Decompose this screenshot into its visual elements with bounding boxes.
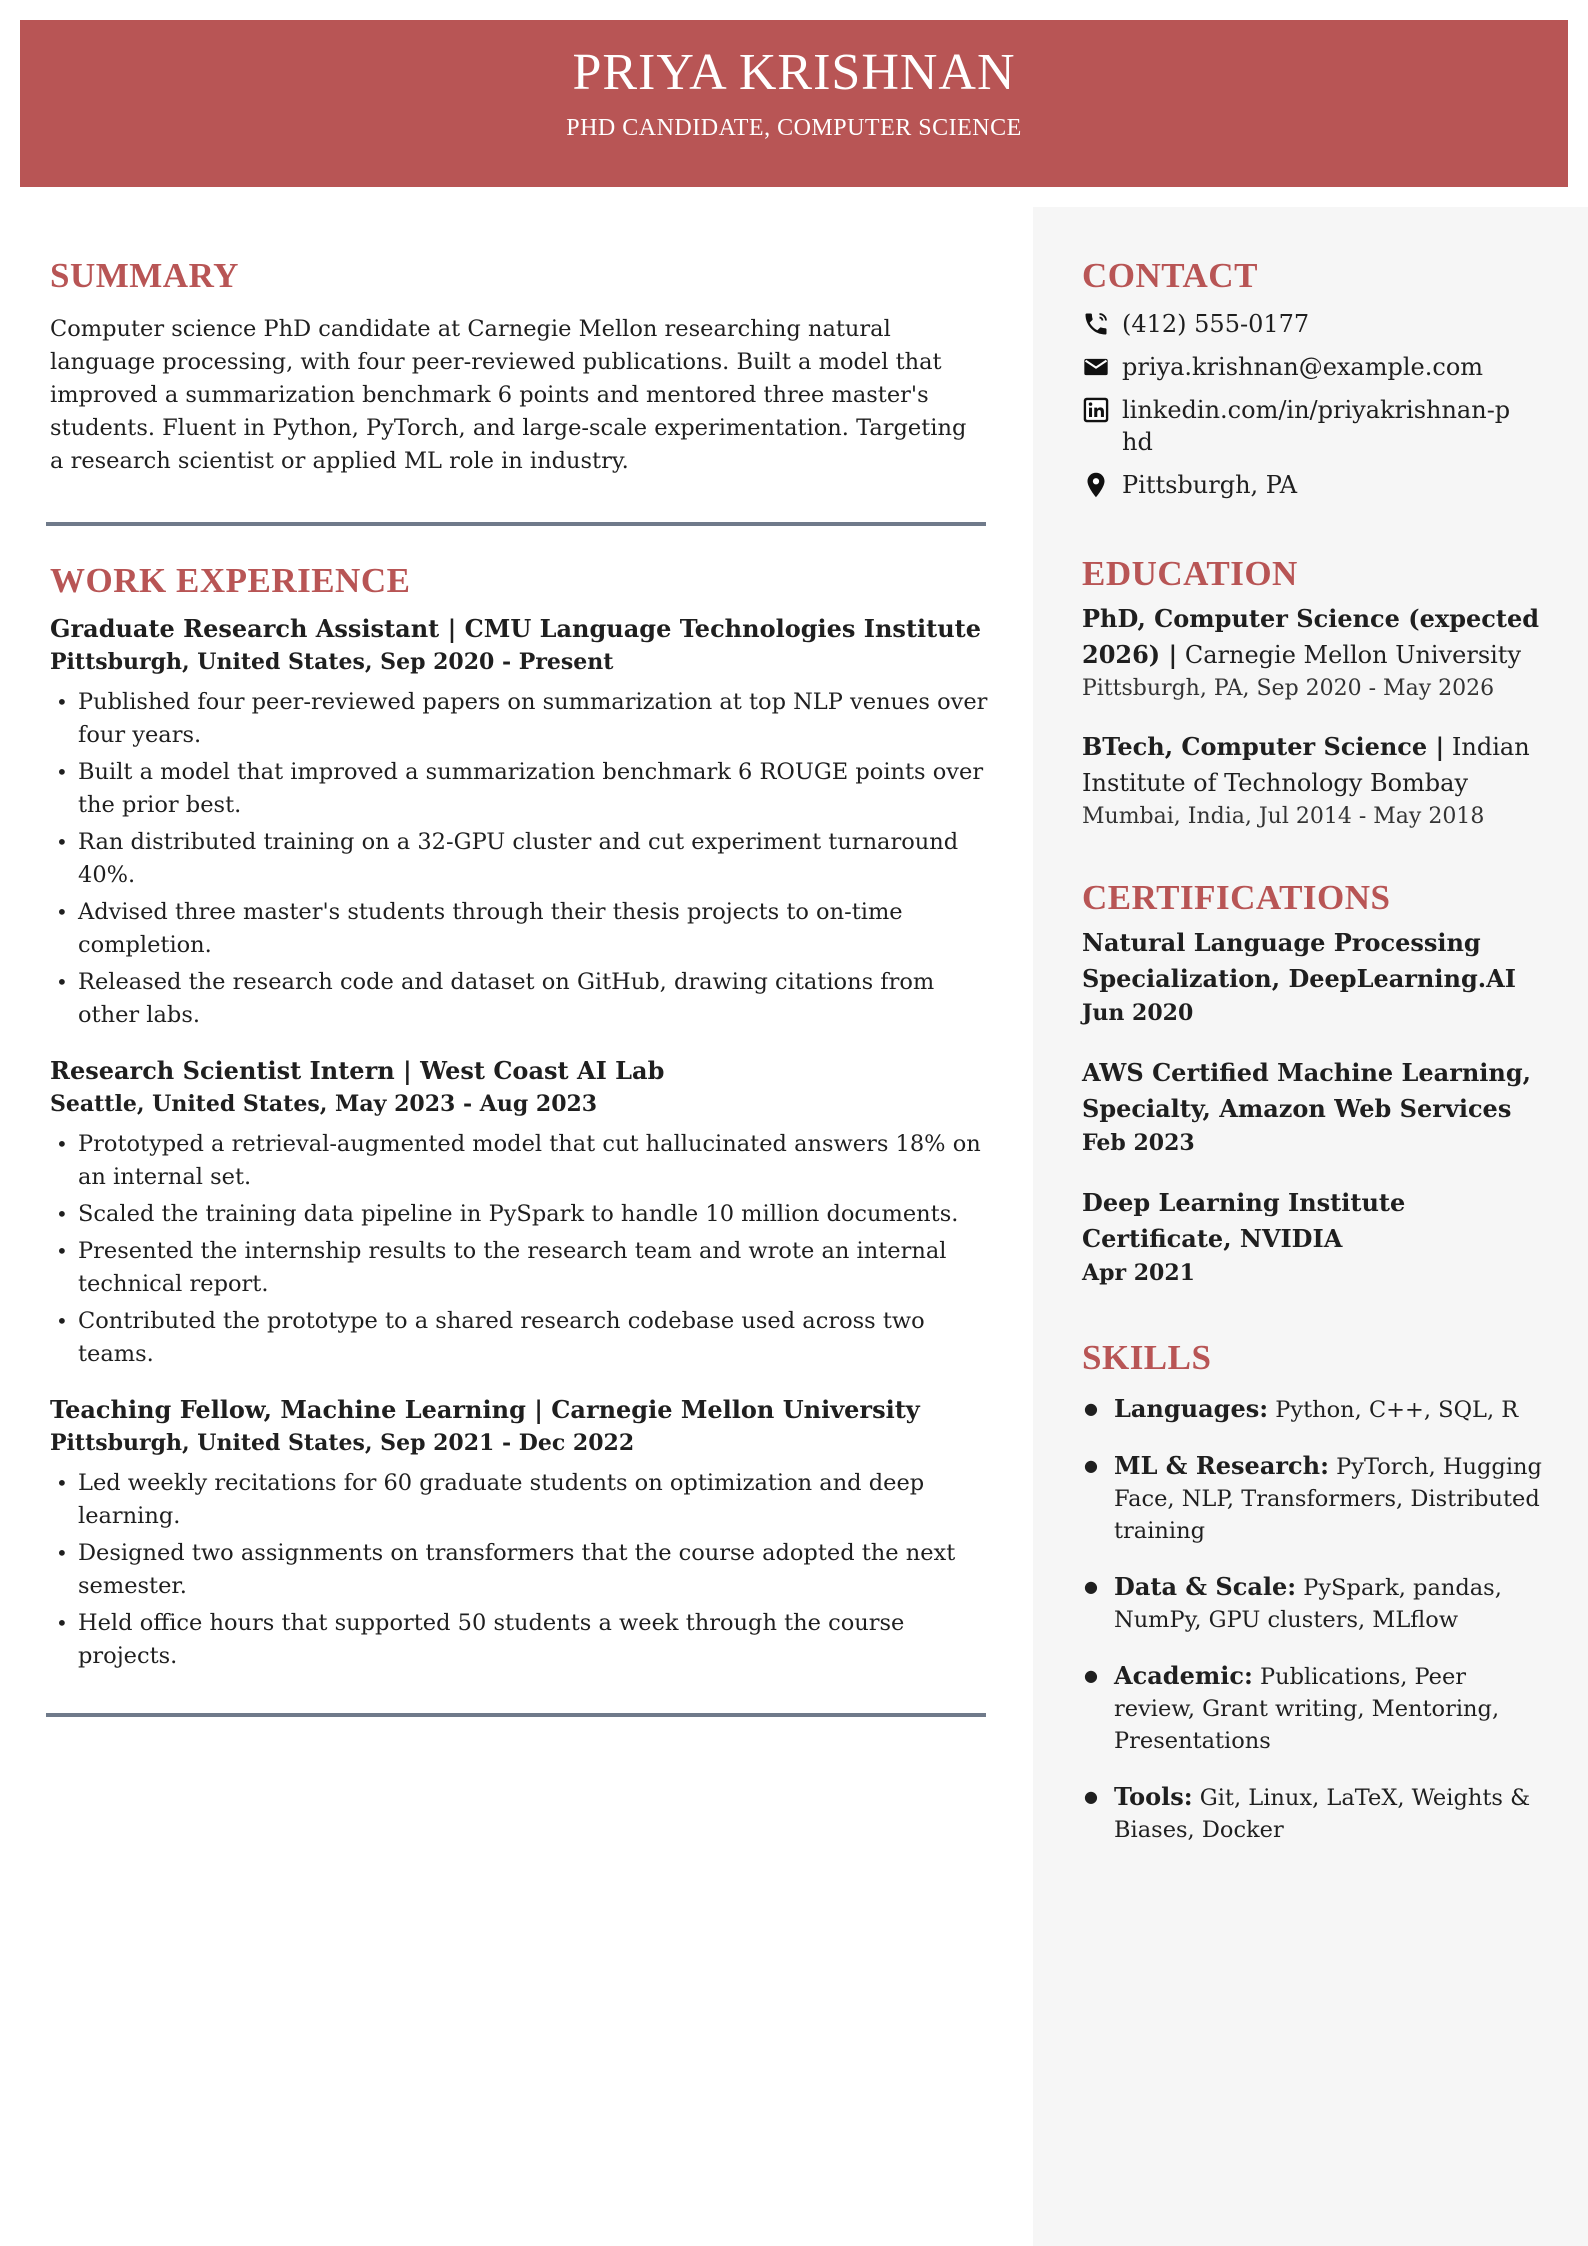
skill-item bbox=[1082, 1660, 1552, 1757]
job-bullet: • Advised three master's students through their thesis projects to on-time completion. bbox=[50, 896, 990, 962]
job-bullet: • Published four peer-reviewed papers on summarization at top NLP venues over four years. bbox=[50, 686, 990, 752]
education-entry bbox=[1082, 729, 1552, 833]
skills-section bbox=[1082, 1337, 1552, 1846]
skill-value: Git, Linux, LaTeX, Weights & Biases, Docker bbox=[1114, 1785, 1531, 1843]
certification-entry bbox=[1082, 925, 1552, 1029]
location-text: Pittsburgh, PA bbox=[1122, 471, 1298, 499]
contact-section bbox=[1082, 255, 1552, 501]
skill-value: Python, C++, SQL, R bbox=[1268, 1397, 1519, 1423]
job-bullet: • Released the research code and dataset on GitHub, drawing citations from other labs. bbox=[50, 966, 990, 1032]
certification-date: Feb 2023 bbox=[1082, 1130, 1195, 1156]
job-bullet: • Led weekly recitations for 60 graduate students on optimization and deep learning. bbox=[50, 1467, 990, 1533]
job-bullet: • Designed two assignments on transformers that the course adopted the next semester. bbox=[50, 1537, 990, 1603]
skill-value: PyTorch, Hugging Face, NLP, Transformers, Distributed training bbox=[1114, 1454, 1542, 1544]
email-text: priya.krishnan@example.com bbox=[1122, 353, 1484, 381]
job-bullet: • Presented the internship results to the research team and wrote an internal technical report. bbox=[50, 1235, 990, 1301]
education-meta: Pittsburgh, PA, Sep 2020 - May 2026 bbox=[1082, 676, 1495, 701]
job-bullet: • Held office hours that supported 50 students a week through the course projects. bbox=[50, 1607, 990, 1673]
candidate-title: PHD CANDIDATE, COMPUTER SCIENCE bbox=[566, 115, 1022, 142]
education-degree: BTech, Computer Science | bbox=[1082, 732, 1445, 761]
skill-label: Languages: bbox=[1114, 1394, 1269, 1423]
job-meta: Pittsburgh, United States, Sep 2021 - Dec 2022 bbox=[50, 1430, 635, 1456]
job-title: Research Scientist Intern | West Coast AI Lab bbox=[50, 1056, 665, 1085]
section-divider bbox=[46, 522, 986, 526]
main-column bbox=[50, 255, 990, 1717]
education-entry bbox=[1082, 601, 1552, 705]
sidebar-column bbox=[1082, 255, 1552, 1870]
education-heading: EDUCATION bbox=[1082, 554, 1298, 593]
linkedin-icon bbox=[1082, 396, 1110, 424]
skill-item bbox=[1082, 1781, 1552, 1846]
summary-text: Computer science PhD candidate at Carnegie Mellon researching natural language processing, with four peer-reviewed publications. Built a model that improved a summarization benchmark 6 points and mentored three master's students. Fluent in Python, PyTorch, and large-scale experimentation. Targeting a research scientist or applied ML role in industry. bbox=[50, 316, 967, 474]
skill-value: Publications, Peer review, Grant writing, Mentoring, Presentations bbox=[1114, 1664, 1500, 1754]
job-bullets bbox=[50, 1467, 990, 1673]
contact-phone[interactable] bbox=[1082, 308, 1552, 340]
skill-label: ML & Research: bbox=[1114, 1451, 1329, 1480]
job-title: Graduate Research Assistant | CMU Language Technologies Institute bbox=[50, 614, 982, 643]
job-entry bbox=[50, 612, 990, 1032]
job-bullet: • Built a model that improved a summarization benchmark 6 ROUGE points over the prior best. bbox=[50, 756, 990, 822]
contact-linkedin[interactable] bbox=[1082, 394, 1552, 458]
candidate-name: PRIYA KRISHNAN bbox=[572, 44, 1016, 101]
phone-icon bbox=[1082, 310, 1110, 338]
summary-section bbox=[50, 255, 990, 478]
job-bullets bbox=[50, 1128, 990, 1371]
job-entry bbox=[50, 1393, 990, 1673]
job-meta: Seattle, United States, May 2023 - Aug 2023 bbox=[50, 1091, 598, 1117]
education-school: Carnegie Mellon University bbox=[1177, 641, 1522, 669]
summary-heading: SUMMARY bbox=[50, 256, 239, 295]
skill-item bbox=[1082, 1571, 1552, 1636]
skill-label: Tools: bbox=[1114, 1782, 1193, 1811]
certification-date: Apr 2021 bbox=[1082, 1260, 1195, 1286]
linkedin-text: linkedin.com/in/priyakrishnan-phd bbox=[1122, 396, 1511, 456]
certification-name: Natural Language Processing Specialization, DeepLearning.AI bbox=[1082, 928, 1516, 993]
email-icon bbox=[1082, 353, 1110, 381]
job-bullet: • Contributed the prototype to a shared research codebase used across two teams. bbox=[50, 1305, 990, 1371]
phone-text: (412) 555-0177 bbox=[1122, 310, 1310, 338]
certification-name: Deep Learning Institute Certificate, NVIDIA bbox=[1082, 1188, 1406, 1253]
experience-section bbox=[50, 560, 990, 1673]
section-divider bbox=[46, 1713, 986, 1717]
job-title: Teaching Fellow, Machine Learning | Carnegie Mellon University bbox=[50, 1395, 920, 1424]
skill-label: Academic: bbox=[1114, 1661, 1253, 1690]
job-bullet: • Ran distributed training on a 32-GPU cluster and cut experiment turnaround 40%. bbox=[50, 826, 990, 892]
certifications-section bbox=[1082, 877, 1552, 1289]
job-bullet: • Prototyped a retrieval-augmented model that cut hallucinated answers 18% on an internal set. bbox=[50, 1128, 990, 1194]
education-degree: PhD, Computer Science (expected 2026) | bbox=[1082, 604, 1540, 669]
location-pin-icon bbox=[1082, 471, 1110, 499]
certification-date: Jun 2020 bbox=[1082, 1000, 1194, 1026]
skill-value: PySpark, pandas, NumPy, GPU clusters, MLflow bbox=[1114, 1575, 1502, 1633]
contact-email[interactable] bbox=[1082, 351, 1552, 383]
certifications-heading: CERTIFICATIONS bbox=[1082, 878, 1391, 917]
education-section bbox=[1082, 553, 1552, 833]
skill-item bbox=[1082, 1393, 1552, 1426]
skill-label: Data & Scale: bbox=[1114, 1572, 1297, 1601]
skills-list bbox=[1082, 1393, 1552, 1846]
skills-heading: SKILLS bbox=[1082, 1338, 1212, 1377]
contact-heading: CONTACT bbox=[1082, 256, 1258, 295]
resume-header bbox=[20, 20, 1568, 187]
job-bullet: • Scaled the training data pipeline in PySpark to handle 10 million documents. bbox=[50, 1198, 990, 1231]
certification-entry bbox=[1082, 1185, 1552, 1289]
skill-item bbox=[1082, 1450, 1552, 1547]
job-bullets bbox=[50, 686, 990, 1032]
contact-location bbox=[1082, 469, 1552, 501]
experience-heading: WORK EXPERIENCE bbox=[50, 561, 411, 600]
job-entry bbox=[50, 1054, 990, 1371]
certification-entry bbox=[1082, 1055, 1552, 1159]
job-meta: Pittsburgh, United States, Sep 2020 - Present bbox=[50, 649, 614, 675]
education-school: Indian Institute of Technology Bombay bbox=[1082, 733, 1530, 797]
education-meta: Mumbai, India, Jul 2014 - May 2018 bbox=[1082, 804, 1485, 829]
certification-name: AWS Certified Machine Learning, Specialty, Amazon Web Services bbox=[1082, 1058, 1532, 1123]
